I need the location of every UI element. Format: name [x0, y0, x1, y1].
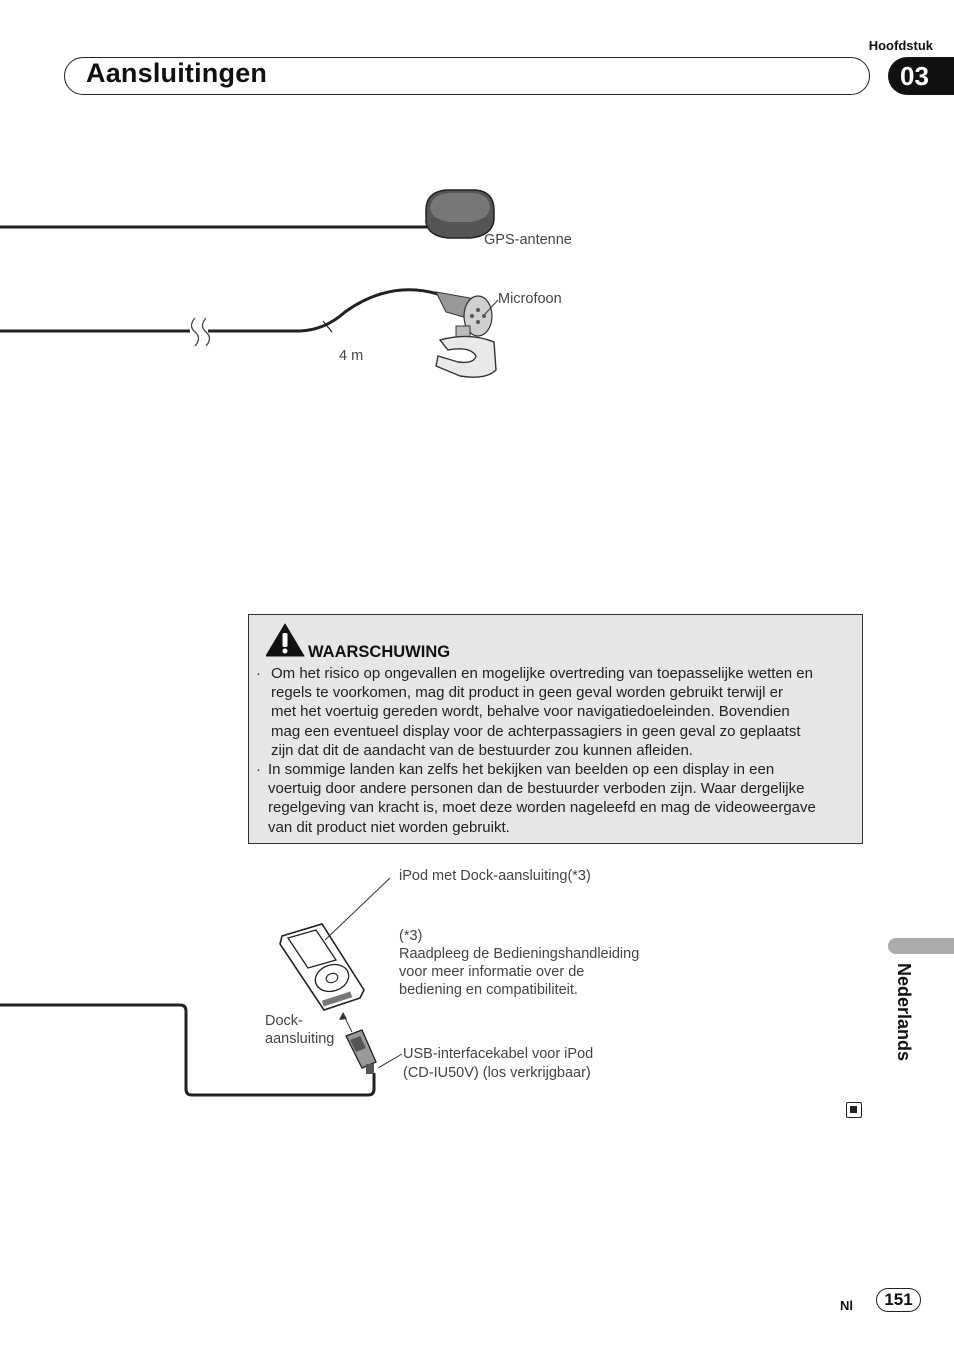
footnote-line: bediening en compatibiliteit. [399, 982, 578, 998]
warning-line: Om het risico op ongevallen en mogelijke overtreding van toepasselijke wetten en [271, 665, 813, 682]
footnote-ref: (*3) [399, 928, 423, 944]
chapter-number-badge: 03 [888, 57, 954, 95]
connection-diagram-bottom [0, 868, 420, 1108]
warning-triangle-icon [266, 622, 306, 658]
dock-label-line: Dock- [265, 1013, 303, 1029]
ipod-label: iPod met Dock-aansluiting(*3) [399, 868, 591, 884]
usb-label-line: USB-interfacekabel voor iPod [403, 1046, 594, 1062]
warning-line: met het voertuig gereden wordt, behalve voor navigatiedoeleinden. Bovendien [271, 703, 790, 721]
cable-length-label: 4 m [339, 348, 364, 364]
warning-item-1 [271, 664, 863, 760]
warning-line: mag een eventueel display voor de achterpassagiers in geen geval zo geplaatst [271, 722, 801, 740]
warning-item-2 [268, 760, 860, 837]
warning-title: WAARSCHUWING [308, 643, 451, 661]
footnote-line: voor meer informatie over de [399, 964, 585, 980]
microphone-icon [436, 292, 496, 377]
warning-line: van dit product niet worden gebruikt. [268, 818, 510, 836]
warning-bullet: · [256, 665, 261, 682]
warning-line: regelgeving van kracht is, moet deze worden nageleefd en mag de videoweergave [268, 799, 816, 817]
warning-line: zijn dat dit de aandacht van de bestuurder zou kunnen afleiden. [271, 741, 693, 759]
dock-label-line: aansluiting [265, 1031, 335, 1047]
ipod-icon [280, 924, 364, 1010]
warning-line: regels te voorkomen, mag dit product in geen geval worden gebruikt terwijl er [271, 684, 783, 702]
dock-label [265, 1012, 334, 1048]
footnote [399, 927, 639, 999]
warning-bullet: · [256, 761, 261, 778]
microphone-label: Microfoon [498, 291, 562, 307]
usb-cable-label [403, 1045, 593, 1083]
gps-antenna-label: GPS-antenne [484, 232, 572, 248]
chapter-label: Hoofdstuk [868, 38, 933, 53]
end-of-section-icon [846, 1102, 862, 1118]
language-label: Nederlands [894, 963, 914, 1062]
page-number: 151 [876, 1288, 921, 1312]
usb-label-line: (CD-IU50V) (los verkrijgbaar) [403, 1065, 591, 1081]
warning-line: In sommige landen kan zelfs het bekijken van beelden op een display in een [268, 761, 775, 778]
page-title: Aansluitingen [86, 58, 268, 88]
footnote-line: Raadpleeg de Bedieningshandleiding [399, 946, 640, 962]
connection-diagram-top [0, 180, 620, 390]
gps-antenna-icon [426, 190, 494, 238]
usb-connector-icon [346, 1030, 376, 1074]
language-code: Nl [840, 1298, 853, 1313]
language-tab [888, 938, 954, 954]
warning-line: voertuig door andere personen dan de bestuurder verboden zijn. Waar dergelijke [268, 780, 805, 798]
